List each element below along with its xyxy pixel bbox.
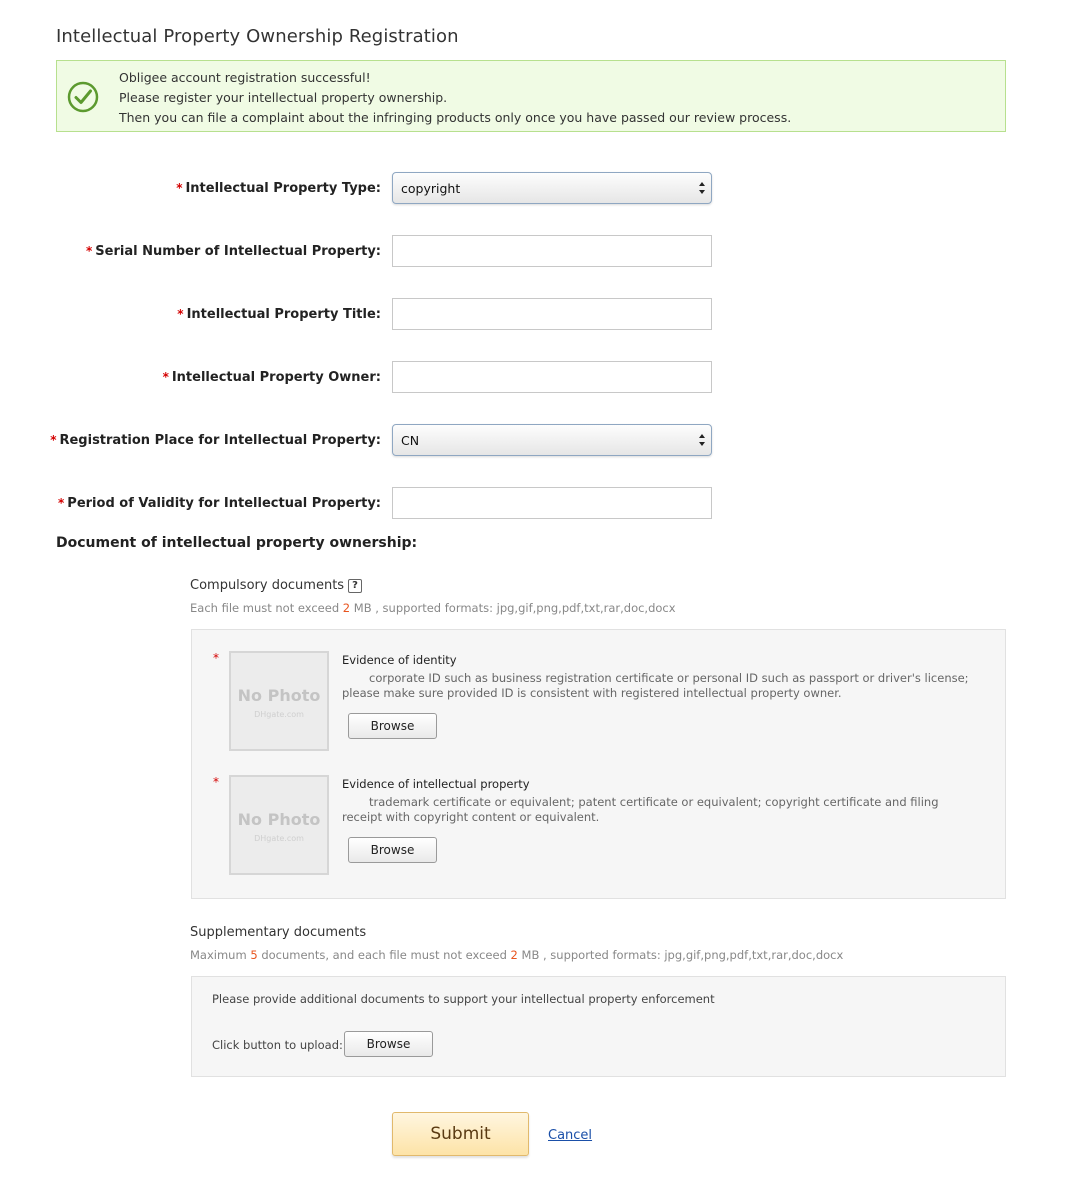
field-label: * Period of Validity for Intellectual Property: bbox=[58, 496, 381, 511]
form-row-registration-place bbox=[0, 424, 1069, 458]
compulsory-documents-title: Compulsory documents ? bbox=[190, 578, 362, 593]
upload-label: Click button to upload: bbox=[212, 1038, 343, 1052]
field-label: * Registration Place for Intellectual Property: bbox=[50, 433, 381, 448]
supplementary-documents-panel bbox=[191, 976, 1006, 1077]
ip-type-selected-value: copyright bbox=[401, 181, 461, 196]
browse-identity-button[interactable]: Browse bbox=[348, 713, 437, 739]
form-row-ip-title bbox=[0, 298, 1069, 332]
ip-type-select[interactable] bbox=[392, 172, 712, 204]
required-mark: * bbox=[213, 651, 219, 665]
select-arrows-icon bbox=[698, 431, 706, 449]
required-mark: * bbox=[176, 181, 183, 195]
ip-title-input[interactable] bbox=[392, 298, 712, 330]
supplementary-documents-title: Supplementary documents bbox=[190, 925, 367, 940]
notice-line-success: Obligee account registration successful! bbox=[119, 70, 371, 85]
ip-owner-input[interactable] bbox=[392, 361, 712, 393]
submit-button[interactable]: Submit bbox=[392, 1112, 529, 1156]
supplementary-instruction: Please provide additional documents to support your intellectual property enforcement bbox=[212, 992, 715, 1006]
browse-supplementary-button[interactable]: Browse bbox=[344, 1031, 433, 1057]
doc-description: corporate ID such as business registration certificate or personal ID such as passport or driver's license; please make sure provided ID is consistent with registered intellectual property owner. bbox=[342, 671, 969, 700]
required-mark: * bbox=[177, 307, 184, 321]
doc-title: Evidence of intellectual property bbox=[342, 777, 530, 791]
notice-line-review: Then you can file a complaint about the infringing products only once you have passed our review process. bbox=[119, 110, 792, 125]
required-mark: * bbox=[50, 433, 57, 447]
photo-placeholder: No Photo DHgate.com bbox=[229, 775, 329, 875]
form-row-serial-number bbox=[0, 235, 1069, 269]
field-label: * Serial Number of Intellectual Property: bbox=[85, 244, 381, 259]
supplementary-documents-note: Maximum 5 documents, and each file must not exceed 2 MB , supported formats: jpg,gif,png,pdf,txt,rar,doc,docx bbox=[190, 948, 844, 962]
doc-evidence-ip bbox=[192, 775, 1007, 885]
photo-placeholder: No Photo DHgate.com bbox=[229, 651, 329, 751]
required-mark: * bbox=[85, 244, 93, 258]
cancel-link[interactable]: Cancel bbox=[548, 1128, 593, 1143]
registration-place-select[interactable] bbox=[392, 424, 712, 456]
required-mark: * bbox=[162, 370, 169, 384]
serial-number-input[interactable] bbox=[392, 235, 712, 267]
doc-description: trademark certificate or equivalent; patent certificate or equivalent; copyright certificate and filing receipt with copyright content or equivalent. bbox=[342, 795, 939, 824]
documents-heading: Document of intellectual property ownership: bbox=[56, 535, 418, 551]
doc-evidence-identity bbox=[192, 651, 1007, 761]
select-arrows-icon bbox=[698, 179, 706, 197]
check-circle-icon bbox=[67, 81, 99, 113]
form-row-validity-period bbox=[0, 487, 1069, 521]
field-label: * Intellectual Property Type: bbox=[176, 181, 381, 196]
page-title: Intellectual Property Ownership Registration bbox=[56, 26, 459, 47]
field-label: * Intellectual Property Title: bbox=[177, 307, 381, 322]
compulsory-documents-note: Each file must not exceed 2 MB , supported formats: jpg,gif,png,pdf,txt,rar,doc,docx bbox=[190, 601, 676, 615]
registration-place-selected-value: CN bbox=[401, 433, 420, 448]
compulsory-documents-panel bbox=[191, 629, 1006, 899]
success-notice bbox=[56, 60, 1006, 132]
form-row-ip-type bbox=[0, 172, 1069, 206]
help-icon[interactable]: ? bbox=[348, 579, 362, 593]
browse-ip-evidence-button[interactable]: Browse bbox=[348, 837, 437, 863]
validity-period-input[interactable] bbox=[392, 487, 712, 519]
field-label: * Intellectual Property Owner: bbox=[162, 370, 381, 385]
doc-title: Evidence of identity bbox=[342, 653, 457, 667]
required-mark: * bbox=[58, 496, 65, 510]
form-row-ip-owner bbox=[0, 361, 1069, 395]
notice-line-register: Please register your intellectual property ownership. bbox=[119, 90, 448, 105]
required-mark: * bbox=[213, 775, 219, 789]
